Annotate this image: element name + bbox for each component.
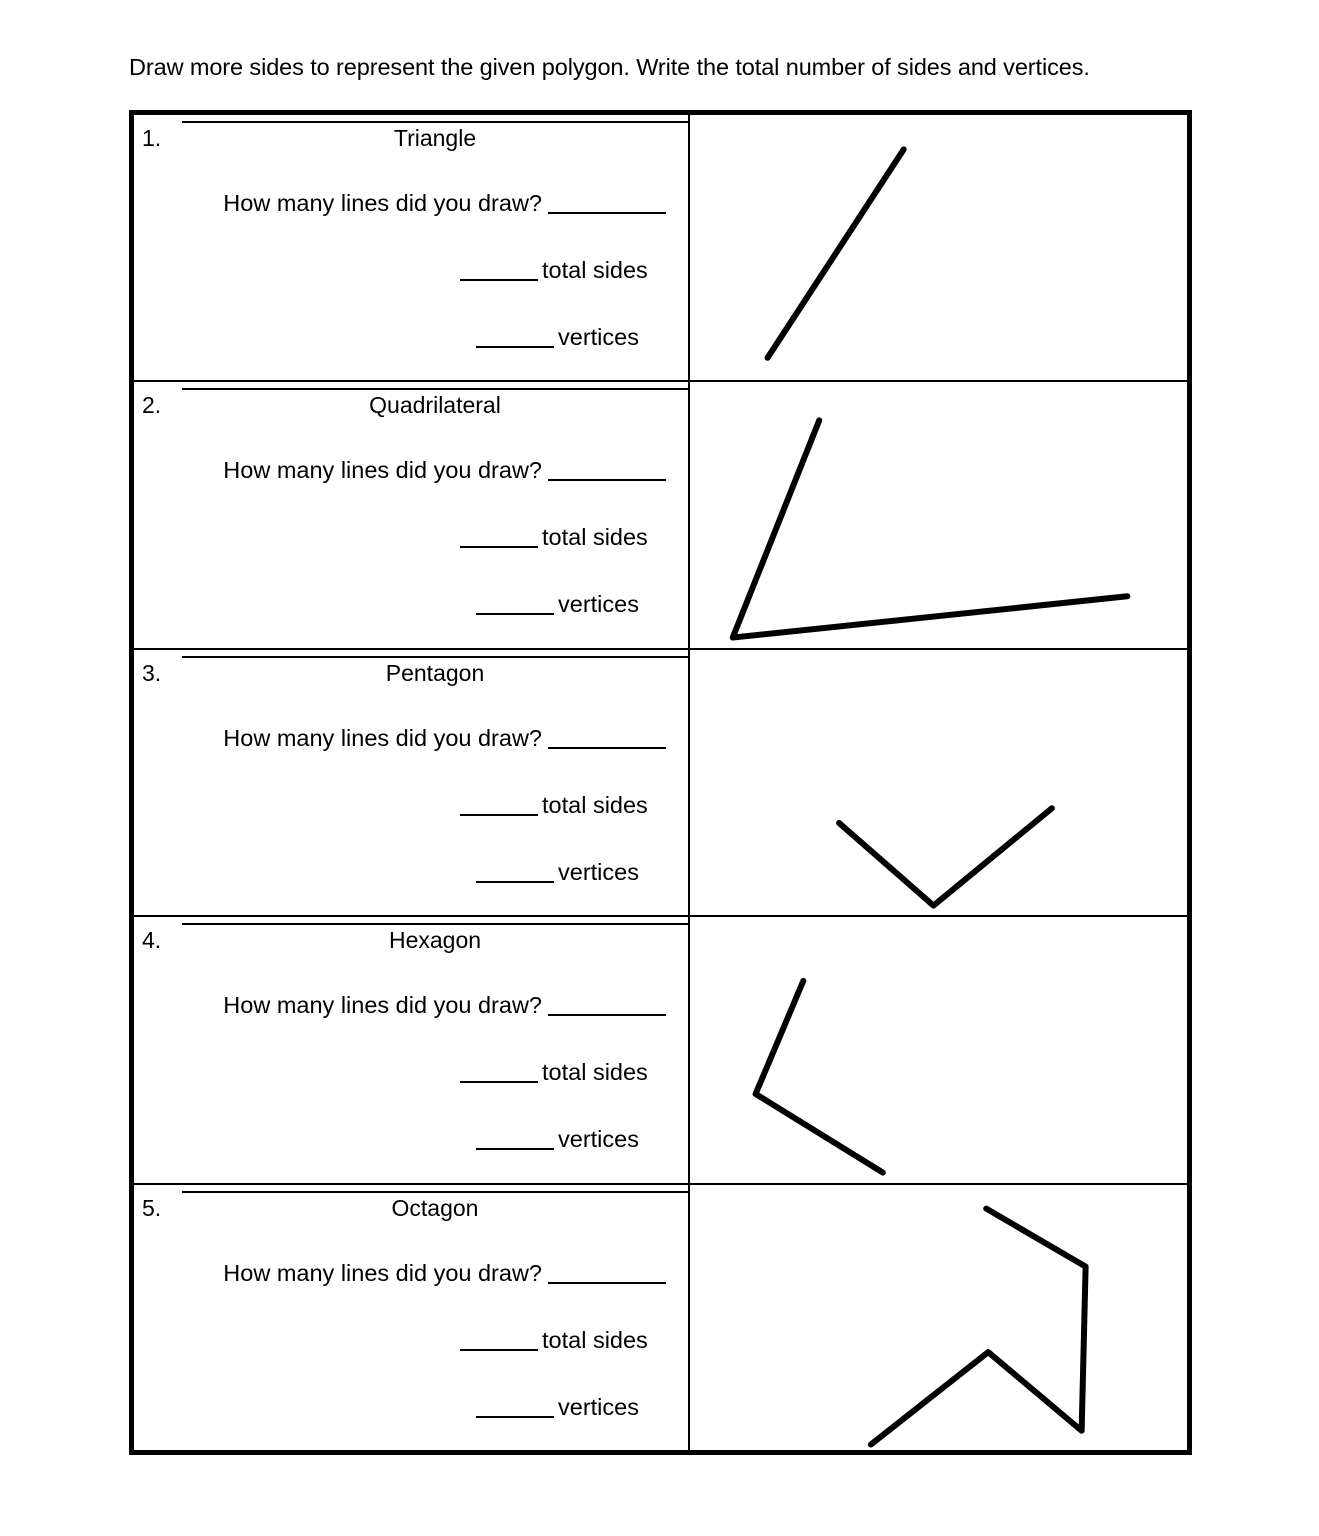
prompt-cell (134, 115, 690, 380)
total-sides-blank[interactable] (460, 1349, 538, 1351)
polygon-sketch-5 (690, 1185, 1187, 1450)
table-row (134, 917, 1187, 1184)
polygon-name: Octagon (391, 1194, 479, 1221)
vertices-label: vertices (558, 858, 639, 885)
vertices-line (134, 1393, 558, 1421)
question-line (134, 724, 666, 752)
prompt-cell (134, 1185, 690, 1450)
prompt-cell (134, 382, 690, 647)
prompt-cell (134, 917, 690, 1182)
question-text: How many lines did you draw? (223, 992, 542, 1019)
vertices-label: vertices (558, 324, 639, 350)
vertices-blank[interactable] (476, 346, 554, 348)
vertices-label: vertices (558, 1393, 639, 1420)
total-sides-label: total sides (542, 257, 648, 283)
question-line (134, 1259, 666, 1287)
total-sides-line (134, 256, 542, 284)
total-sides-line (134, 791, 542, 819)
vertices-blank[interactable] (476, 1148, 554, 1150)
table-row (134, 382, 1187, 649)
sketch-path (768, 149, 904, 357)
total-sides-blank[interactable] (460, 279, 538, 281)
row-number: 3. (142, 659, 162, 686)
polygon-name: Pentagon (385, 659, 485, 686)
lines-drawn-blank[interactable] (548, 1282, 666, 1284)
sketch-path (733, 421, 1128, 638)
total-sides-label: total sides (542, 1059, 648, 1086)
question-text: How many lines did you draw? (223, 1259, 542, 1286)
vertices-blank[interactable] (476, 1416, 554, 1418)
question-text: How many lines did you draw? (223, 724, 542, 751)
vertices-line (134, 1125, 558, 1153)
drawing-cell[interactable] (690, 1185, 1187, 1450)
total-sides-blank[interactable] (460, 814, 538, 816)
worksheet-instruction: Draw more sides to represent the given polygon. Write the total number of sides and vertices. (129, 54, 1090, 80)
total-sides-blank[interactable] (460, 1081, 538, 1083)
lines-drawn-blank[interactable] (548, 479, 666, 481)
vertices-line (134, 323, 558, 351)
polygon-sketch-4 (690, 917, 1187, 1182)
drawing-cell[interactable] (690, 115, 1187, 380)
answer-rule[interactable] (182, 388, 688, 390)
sketch-path (839, 808, 1052, 905)
polygon-name: Hexagon (388, 927, 482, 954)
question-text: How many lines did you draw? (223, 457, 542, 484)
sketch-path (756, 981, 883, 1173)
answer-rule[interactable] (182, 656, 688, 658)
total-sides-label: total sides (542, 1326, 648, 1353)
row-number: 1. (142, 125, 162, 151)
table-row (134, 1185, 1187, 1450)
vertices-label: vertices (558, 1126, 639, 1153)
total-sides-label: total sides (542, 791, 648, 818)
vertices-line (134, 590, 558, 618)
answer-rule[interactable] (182, 1191, 688, 1193)
table-row (134, 115, 1187, 382)
total-sides-line (134, 1326, 542, 1354)
worksheet-rows (134, 115, 1187, 1450)
polygon-sketch-2 (690, 382, 1187, 647)
polygon-name: Triangle (393, 125, 477, 151)
table-row (134, 650, 1187, 917)
vertices-line (134, 858, 558, 886)
answer-rule[interactable] (182, 121, 688, 123)
sketch-path (871, 1208, 1086, 1444)
total-sides-blank[interactable] (460, 546, 538, 548)
polygon-sketch-1 (690, 115, 1187, 380)
drawing-cell[interactable] (690, 917, 1187, 1182)
polygon-sketch-3 (690, 650, 1187, 915)
drawing-cell[interactable] (690, 650, 1187, 915)
question-text: How many lines did you draw? (223, 190, 542, 216)
prompt-cell (134, 650, 690, 915)
lines-drawn-blank[interactable] (548, 1014, 666, 1016)
worksheet-table (129, 110, 1192, 1455)
lines-drawn-blank[interactable] (548, 212, 666, 214)
vertices-blank[interactable] (476, 613, 554, 615)
drawing-cell[interactable] (690, 382, 1187, 647)
total-sides-label: total sides (542, 524, 648, 551)
vertices-blank[interactable] (476, 881, 554, 883)
lines-drawn-blank[interactable] (548, 747, 666, 749)
vertices-label: vertices (558, 591, 639, 618)
total-sides-line (134, 523, 542, 551)
polygon-name: Quadrilateral (369, 392, 501, 419)
question-line (134, 189, 666, 217)
total-sides-line (134, 1058, 542, 1086)
answer-rule[interactable] (182, 923, 688, 925)
row-number: 4. (142, 927, 162, 954)
row-number: 2. (142, 392, 162, 419)
row-number: 5. (142, 1194, 162, 1221)
question-line (134, 456, 666, 484)
question-line (134, 991, 666, 1019)
